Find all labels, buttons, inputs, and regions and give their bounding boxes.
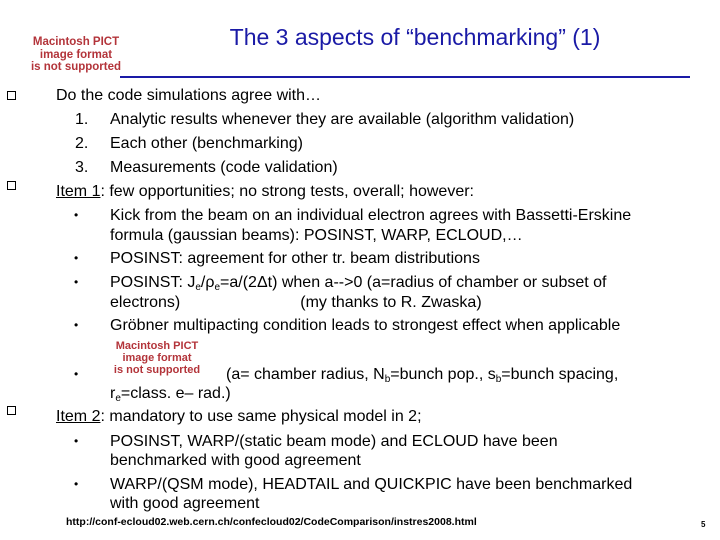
legend-pre: r bbox=[110, 385, 116, 402]
legend-sub: b bbox=[384, 374, 391, 385]
bullet-dot: • bbox=[74, 434, 79, 448]
bullet-dot: • bbox=[74, 477, 79, 491]
legend-post: =bunch spacing, bbox=[501, 366, 619, 383]
bullet-dot: • bbox=[74, 275, 79, 289]
item-2-text: : mandatory to use same physical model in 2; bbox=[100, 408, 422, 425]
list-number: 1. bbox=[75, 111, 89, 128]
pict-placeholder-image bbox=[22, 36, 130, 74]
list-item: Each other (benchmarking) bbox=[110, 135, 303, 152]
bullet-dot: • bbox=[74, 318, 79, 332]
pict-line-1: Macintosh PICT bbox=[32, 36, 120, 48]
title-underline bbox=[120, 76, 690, 78]
pict-line-2: image format bbox=[39, 48, 113, 61]
formula-sub: e bbox=[195, 282, 201, 293]
list-item: WARP/(QSM mode), HEADTAIL and QUICKPIC have been benchmarked bbox=[110, 476, 633, 493]
pict-line-2: image format bbox=[122, 352, 192, 364]
bullet-line: Do the code simulations agree with… bbox=[56, 87, 322, 104]
formula-post: =a/(2Δt) when a-->0 (a=radius of chamber or subset of bbox=[220, 274, 607, 291]
list-item: Gröbner multipacting condition leads to strongest effect when applicable bbox=[110, 317, 621, 334]
list-item bbox=[110, 273, 606, 292]
list-item-continuation: with good agreement bbox=[110, 495, 260, 512]
pict-line-1: Macintosh PICT bbox=[115, 340, 199, 352]
item-1-text: : few opportunities; no strong tests, overall; however: bbox=[100, 183, 474, 200]
formula-pre: POSINST: J bbox=[110, 274, 196, 291]
legend-sub: b bbox=[495, 374, 502, 385]
list-number: 3. bbox=[75, 159, 89, 176]
list-item: Kick from the beam on an individual electron agrees with Bassetti-Erskine bbox=[110, 207, 632, 224]
legend-mid: =bunch pop., s bbox=[390, 366, 496, 383]
list-item bbox=[226, 365, 618, 384]
pict-line-3: is not supported bbox=[113, 364, 201, 376]
bullet-dot: • bbox=[74, 367, 79, 381]
pict-placeholder-image bbox=[108, 340, 206, 376]
bullet-dot: • bbox=[74, 208, 79, 222]
list-item-continuation: benchmarked with good agreement bbox=[110, 452, 361, 469]
formula-sub: e bbox=[214, 282, 221, 293]
legend-post: =class. e– rad.) bbox=[120, 385, 231, 402]
legend-sub: e bbox=[115, 393, 121, 404]
legend-pre: (a= chamber radius, N bbox=[226, 366, 385, 383]
item-2-label: Item 2 bbox=[56, 408, 101, 425]
list-item: Analytic results whenever they are available (algorithm validation) bbox=[110, 111, 575, 128]
item-1-label: Item 1 bbox=[56, 183, 101, 200]
formula-mid: /ρ bbox=[200, 274, 215, 291]
list-item: POSINST, WARP/(static beam mode) and ECLOUD have been bbox=[110, 433, 558, 450]
list-item-continuation bbox=[110, 384, 231, 403]
item-1-line bbox=[56, 182, 474, 201]
page-number: 5 bbox=[701, 520, 706, 529]
pict-line-3: is not supported bbox=[30, 61, 122, 73]
list-item-continuation: formula (gaussian beams): POSINST, WARP, ECLOUD,… bbox=[110, 227, 523, 244]
slide-title: The 3 aspects of “benchmarking” (1) bbox=[229, 24, 601, 50]
square-bullet-icon bbox=[7, 406, 16, 415]
bullet-dot: • bbox=[74, 251, 79, 265]
list-item-continuation: electrons) (my thanks to R. Zwaska) bbox=[110, 294, 482, 311]
list-item: Measurements (code validation) bbox=[110, 159, 338, 176]
square-bullet-icon bbox=[7, 181, 16, 190]
list-item: POSINST: agreement for other tr. beam distributions bbox=[110, 250, 480, 267]
square-bullet-icon bbox=[7, 91, 16, 100]
item-2-line bbox=[56, 407, 422, 426]
footer-url-link[interactable]: http://conf-ecloud02.web.cern.ch/confecloud02/CodeComparison/instres2008.html bbox=[66, 516, 477, 528]
list-number: 2. bbox=[75, 135, 89, 152]
